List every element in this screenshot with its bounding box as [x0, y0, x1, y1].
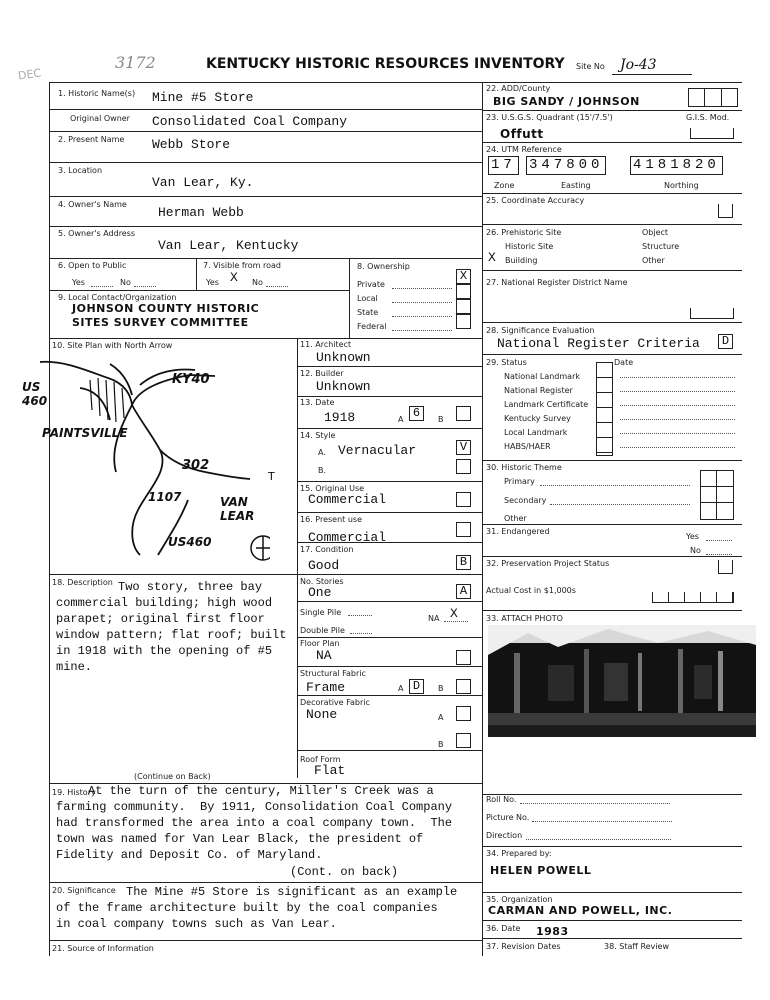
staff-review-label: 38. Staff Review	[604, 942, 669, 951]
visible-no: No	[252, 278, 263, 287]
preservation-status-box[interactable]	[718, 560, 733, 574]
date-b-box[interactable]	[456, 406, 471, 421]
form-title: KENTUCKY HISTORIC RESOURCES INVENTORY	[206, 56, 565, 72]
status-boxes[interactable]	[596, 362, 613, 456]
status-national-landmark: National Landmark	[504, 372, 581, 381]
status-local-landmark: Local Landmark	[504, 428, 568, 437]
significance-text: The Mine #5 Store is significant as an example of the frame architecture built by the coal companies in coal company towns such as Van Lear.	[56, 885, 458, 931]
ownership-state-box[interactable]	[456, 299, 471, 314]
description-label: 18. Description	[52, 578, 113, 587]
significance-label: 20. Significance	[52, 886, 116, 895]
owner-name-label: 4. Owner's Name	[58, 200, 127, 209]
endangered-no: No	[690, 546, 701, 555]
present-use-label: 16. Present use	[300, 515, 362, 524]
na-label: NA	[428, 614, 440, 623]
quadrant-value: Offutt	[500, 127, 544, 141]
revision-dates-label: 37. Revision Dates	[486, 942, 561, 951]
building-photo	[488, 625, 756, 737]
nr-district-box[interactable]	[690, 308, 734, 319]
structure-label: Structure	[642, 242, 680, 251]
received-stamp: DEC	[17, 66, 42, 83]
floor-plan-box[interactable]	[456, 650, 471, 665]
open-public-no: No	[120, 278, 131, 287]
description-text: Two story, three bay commercial building; high wood parapet; original first floor window pattern; flat roof; built in 1918 with the opening of #5 mine.	[56, 580, 287, 674]
decorative-fabric-label: Decorative Fabric	[300, 698, 370, 707]
significance-eval-box[interactable]: D	[718, 334, 733, 349]
roll-no-label: Roll No.	[486, 795, 517, 804]
ownership-federal: Federal	[357, 322, 387, 331]
status-national-register: National Register	[504, 386, 573, 395]
present-name-label: 2. Present Name	[58, 135, 125, 144]
status-label: 29. Status	[486, 358, 527, 367]
present-name-value: Webb Store	[152, 137, 231, 152]
stories-label: No. Stories	[300, 577, 344, 586]
building-mark: X	[488, 250, 496, 265]
original-use-label: 15. Original Use	[300, 484, 365, 493]
condition-value: Good	[308, 558, 340, 573]
continue-on-back: (Continue on Back)	[134, 772, 211, 781]
site-no-label: Site No	[576, 62, 605, 71]
organization-value: CARMAN AND POWELL, INC.	[488, 904, 673, 917]
architect-value: Unknown	[316, 350, 371, 365]
structural-fabric-label: Structural Fabric	[300, 669, 366, 678]
open-public-yes: Yes	[72, 278, 85, 287]
original-use-value: Commercial	[308, 492, 387, 507]
date-a-label: A	[398, 415, 404, 424]
local-contact-label: 9. Local Contact/Organization	[58, 293, 177, 302]
historic-name-label: 1. Historic Name(s)	[58, 89, 136, 98]
utm-zone: 17	[488, 156, 519, 175]
site-no-value: Jo-43	[620, 57, 657, 73]
style-b-box[interactable]	[456, 459, 471, 474]
history-label: 19. History	[52, 788, 96, 797]
historic-site-label: Historic Site	[505, 242, 554, 251]
style-a-box[interactable]: V	[456, 440, 471, 455]
significance-eval-value: National Register Criteria	[497, 336, 700, 351]
style-value: Vernacular	[338, 443, 417, 458]
preservation-status-label: 32. Preservation Project Status	[486, 559, 610, 568]
secondary-label: Secondary	[504, 496, 547, 505]
condition-label: 17. Condition	[300, 545, 354, 554]
prepared-by-label: 34. Prepared by:	[486, 849, 552, 858]
status-date-label: Date	[614, 358, 634, 367]
prehistoric-site-label: 26. Prehistoric Site	[486, 228, 562, 237]
map-label-t: T	[268, 470, 275, 483]
utm-northing: 4181820	[630, 156, 723, 175]
map-label-paintsville: PAINTSVILLE	[42, 426, 128, 440]
endangered-yes: Yes	[686, 532, 699, 541]
gis-label: G.I.S. Mod.	[686, 113, 730, 122]
other-theme-label: Other	[504, 514, 527, 523]
present-use-box[interactable]	[456, 522, 471, 537]
original-use-box[interactable]	[456, 492, 471, 507]
utm-label: 24. UTM Reference	[486, 145, 562, 154]
stories-value: One	[308, 585, 332, 600]
style-label: 14. Style	[300, 431, 336, 440]
roof-form-value: Flat	[314, 763, 346, 778]
significance-eval-label: 28. Significance Evaluation	[486, 326, 595, 335]
object-label: Object	[642, 228, 669, 237]
add-county-label: 22. ADD/County	[486, 84, 551, 93]
present-use-value: Commercial	[308, 530, 387, 545]
date-label: 13. Date	[300, 398, 335, 407]
site-plan-label: 10. Site Plan with North Arrow	[52, 341, 173, 350]
map-label-302: 302	[182, 458, 210, 473]
single-pile-label: Single Pile	[300, 608, 342, 617]
condition-box[interactable]: B	[456, 555, 471, 570]
na-mark: X	[450, 606, 458, 621]
coordinate-accuracy-box[interactable]	[718, 204, 733, 218]
coordinate-accuracy-label: 25. Coordinate Accuracy	[486, 196, 585, 205]
roof-form-label: Roof Form	[300, 755, 341, 764]
quadrant-label: 23. U.S.G.S. Quadrant (15'/7.5')	[486, 113, 613, 122]
structural-fabric-value: Frame	[306, 680, 346, 695]
builder-label: 12. Builder	[300, 369, 344, 378]
location-label: 3. Location	[58, 166, 103, 175]
map-label-us460-top: US 460	[22, 380, 48, 408]
organization-label: 35. Organization	[486, 895, 553, 904]
history-text: At the turn of the century, Miller's Creek was a farming community. By 1911, Consolidation Coal Company had transformed the area into a coal company town. The town was named for Van Lear Black, the president of Fidelity and Deposit Co. of Maryland.	[56, 784, 453, 862]
builder-value: Unknown	[316, 379, 371, 394]
status-kentucky-survey: Kentucky Survey	[504, 414, 571, 423]
status-landmark-certificate: Landmark Certificate	[504, 400, 589, 409]
other-label: Other	[642, 256, 665, 265]
open-to-public-label: 6. Open to Public	[58, 261, 127, 270]
decorative-fabric-value: None	[306, 707, 338, 722]
building-photo-image	[488, 625, 756, 737]
structural-a-label: A	[398, 684, 404, 693]
historic-name-value: Mine #5 Store	[152, 90, 254, 105]
floor-plan-value: NA	[316, 648, 332, 663]
add-county-value: BIG SANDY / JOHNSON	[493, 95, 640, 108]
attach-photo-label: 33. ATTACH PHOTO	[486, 614, 563, 623]
date-prepared-label: 36. Date	[486, 924, 521, 933]
owner-address-value: Van Lear, Kentucky	[158, 238, 299, 253]
decorative-b-box[interactable]	[456, 733, 471, 748]
date-value: 1918	[324, 410, 356, 425]
original-owner-value: Consolidated Coal Company	[152, 114, 348, 129]
northing-label: Northing	[664, 181, 699, 190]
historic-theme-label: 30. Historic Theme	[486, 463, 562, 472]
nr-district-label: 27. National Register District Name	[486, 278, 628, 287]
history-cont: (Cont. on back)	[290, 865, 399, 879]
utm-easting: 347800	[526, 156, 606, 175]
date-a-box[interactable]: 6	[409, 406, 424, 421]
location-value: Van Lear, Ky.	[152, 175, 254, 190]
decorative-a-box[interactable]	[456, 706, 471, 721]
actual-cost-boxes[interactable]	[652, 592, 734, 603]
visible-yes-mark: X	[230, 270, 238, 285]
ownership-local: Local	[357, 294, 378, 303]
actual-cost-label: Actual Cost in $1,000s	[486, 586, 576, 595]
visible-from-road-label: 7. Visible from road	[203, 261, 281, 270]
site-plan-map	[20, 350, 270, 575]
decorative-a-label: A	[438, 713, 444, 722]
original-owner-label: Original Owner	[70, 114, 130, 123]
date-b-label: B	[438, 415, 444, 424]
style-b-label: B.	[318, 466, 327, 475]
building-label: Building	[505, 256, 538, 265]
stories-box[interactable]: A	[456, 584, 471, 599]
status-habs-haer: HABS/HAER	[504, 442, 551, 451]
map-label-1107: 1107	[148, 490, 182, 504]
primary-label: Primary	[504, 477, 535, 486]
local-contact-line1: JOHNSON COUNTY HISTORIC	[72, 302, 260, 315]
structural-b-label: B	[438, 684, 444, 693]
owner-address-label: 5. Owner's Address	[58, 229, 136, 238]
structural-a-box[interactable]: D	[409, 679, 424, 694]
map-label-van-lear: VAN LEAR	[220, 495, 255, 523]
architect-label: 11. Architect	[300, 340, 352, 349]
easting-label: Easting	[561, 181, 591, 190]
ownership-private-box[interactable]: X	[456, 269, 471, 284]
source-label: 21. Source of Information	[52, 944, 154, 953]
ownership-label: 8. Ownership	[357, 262, 410, 271]
direction-label: Direction	[486, 831, 523, 840]
local-contact-line2: SITES SURVEY COMMITTEE	[72, 316, 249, 329]
ownership-state: State	[357, 308, 379, 317]
handwritten-number: 3172	[115, 53, 156, 72]
ownership-local-box[interactable]	[456, 284, 471, 299]
double-pile-label: Double Pile	[300, 626, 345, 635]
structural-b-box[interactable]	[456, 679, 471, 694]
prepared-by-value: HELEN POWELL	[490, 864, 592, 877]
floor-plan-label: Floor Plan	[300, 639, 340, 648]
zone-label: Zone	[494, 181, 515, 190]
endangered-label: 31. Endangered	[486, 527, 550, 536]
ownership-private: Private	[357, 280, 385, 289]
map-label-ky40: KY40	[172, 372, 210, 387]
owner-name-value: Herman Webb	[158, 205, 244, 220]
decorative-b-label: B	[438, 740, 444, 749]
gis-box[interactable]	[690, 128, 734, 139]
county-code-boxes[interactable]	[688, 88, 738, 107]
ownership-federal-box[interactable]	[456, 314, 471, 329]
map-label-us460-bottom: US460	[168, 535, 212, 549]
date-prepared-value: 1983	[536, 925, 569, 938]
style-a-label: A.	[318, 448, 326, 457]
theme-boxes[interactable]	[700, 470, 734, 520]
visible-yes: Yes	[206, 278, 219, 287]
picture-no-label: Picture No.	[486, 813, 530, 822]
